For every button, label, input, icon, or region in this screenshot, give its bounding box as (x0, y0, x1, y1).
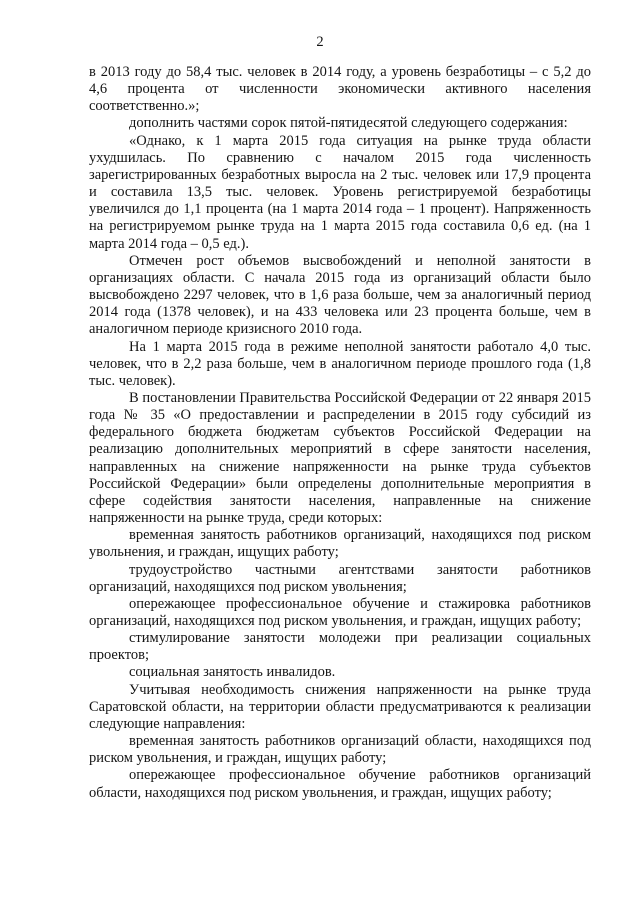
paragraph: дополнить частями сорок пятой-пятидесятой следующего содержания: (129, 115, 568, 132)
paragraph: «Однако, к 1 марта 2015 года ситуация на рынке труда области ухудшилась. По сравнению с началом 2015 года численность зарегистрированных безработных выросла на 2 тыс. человек или 17,9 процента и составила 13,5 тыс. человек. Уровень регистрируемой безработицы увеличился до 1,1 процента (на 1 марта 2014 года – 1 процент). Напряженность на регистрируемом рынке труда на 1 марта 2015 года составила 0,6 ед. (на 1 марта 2014 года – 0,5 ед.). (89, 132, 591, 252)
paragraph: На 1 марта 2015 года в режиме неполной занятости работало 4,0 тыс. человек, что в 2,2 раза больше, чем в аналогичном периоде прошлого года (1,8 тыс. человек). (89, 338, 591, 389)
list-item: трудоустройство частными агентствами занятости работников организаций, находящихся под риском увольнения; (89, 561, 591, 595)
list-item: стимулирование занятости молодежи при реализации социальных проектов; (89, 630, 591, 664)
paragraph: Учитывая необходимость снижения напряженности на рынке труда Саратовской области, на территории области предусматриваются к реализации следующие направления: (89, 681, 591, 732)
list-item: опережающее профессиональное обучение и стажировка работников организаций, находящихся под риском увольнения, и граждан, ищущих работу; (89, 595, 591, 629)
page-number: 2 (316, 34, 324, 50)
list-item: опережающее профессиональное обучение работников организаций области, находящихся под риском увольнения, и граждан, ищущих работу; (89, 767, 591, 801)
paragraph: в 2013 году до 58,4 тыс. человек в 2014 году, а уровень безработицы – с 5,2 до 4,6 процента от численности экономически активного населения соответственно.»; (89, 64, 591, 115)
paragraph: В постановлении Правительства Российской Федерации от 22 января 2015 года № 35 «О предоставлении и распределении в 2015 году субсидий из федерального бюджета бюджетам субъектов Российской Федерации на реализацию дополнительных мероприятий в сфере занятости населения, направленных на снижение напряженности на рынке труда субъектов Российской Федерации» были определены дополнительные мероприятия в сфере содействия занятости населения, направленные на снижение напряженности на рынке труда, среди которых: (89, 389, 591, 527)
paragraph: Отмечен рост объемов высвобождений и неполной занятости в организациях области. С начала 2015 года из организаций области было высвобождено 2297 человек, что в 1,6 раза больше, чем за аналогичный период 2014 года (1378 человек), и на 433 человека или 23 процента больше, чем в аналогичном периоде кризисного 2010 года. (89, 252, 591, 338)
list-item: временная занятость работников организаций области, находящихся под риском увольнения, и граждан, ищущих работу; (89, 733, 591, 767)
document-body (89, 64, 591, 802)
list-item: временная занятость работников организаций, находящихся под риском увольнения, и граждан, ищущих работу; (89, 527, 591, 561)
list-item: социальная занятость инвалидов. (129, 664, 336, 681)
